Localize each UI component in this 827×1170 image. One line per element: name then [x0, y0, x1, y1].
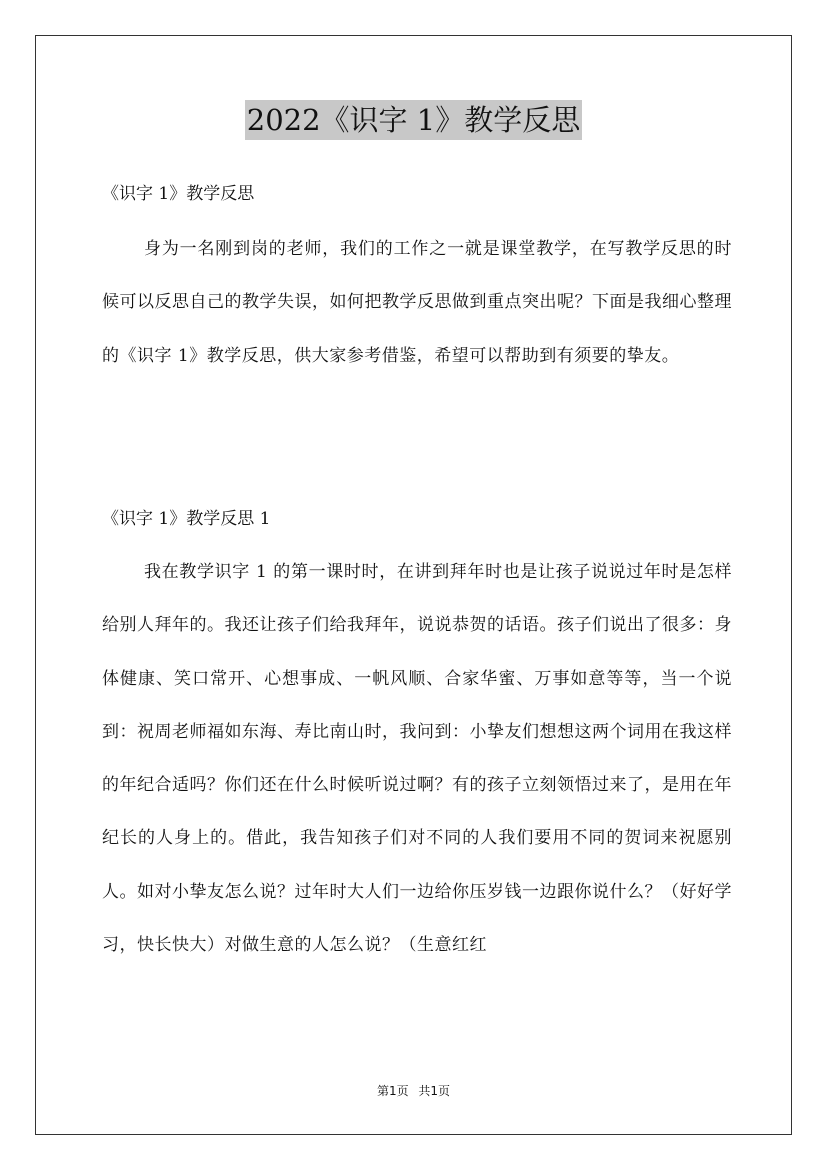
section1-heading-block — [102, 507, 732, 531]
page-number-label: 第1页 — [376, 1084, 409, 1098]
section1-body-block — [102, 546, 732, 972]
intro-block — [102, 182, 732, 206]
page-footer — [0, 1082, 827, 1099]
page-total-label: 共1页 — [418, 1084, 451, 1098]
document-title: 2022《识字 1》教学反思 — [245, 100, 582, 140]
intro-paragraph-block — [102, 223, 732, 383]
section1-heading: 《识字 1》教学反思 1 — [102, 509, 271, 529]
title-container — [0, 100, 827, 140]
intro-paragraph: 身为一名刚到岗的老师，我们的工作之一就是课堂教学，在写教学反思的时候可以反思自己的教学失误，如何把教学反思做到重点突出呢？下面是我细心整理的《识字 1》教学反思，供大家参考借鉴，希望可以帮助到有须要的挚友。 — [102, 239, 732, 366]
section1-paragraph: 我在教学识字 1 的第一课时时，在讲到拜年时也是让孩子说说过年时是怎样给别人拜年的。我还让孩子们给我拜年，说说恭贺的话语。孩子们说出了很多：身体健康、笑口常开、心想事成、一帆风顺、合家华蜜、万事如意等等，当一个说到：祝周老师福如东海、寿比南山时，我问到：小挚友们想想这两个词用在我这样的年纪合适吗？你们还在什么时候听说过啊？有的孩子立刻领悟过来了，是用在年纪长的人身上的。借此，我告知孩子们对不同的人我们要用不同的贺词来祝愿别人。如对小挚友怎么说？过年时大人们一边给你压岁钱一边跟你说什么？（好好学习，快长快大）对做生意的人怎么说？（生意红红 — [102, 562, 732, 956]
subtitle-heading: 《识字 1》教学反思 — [102, 184, 255, 204]
